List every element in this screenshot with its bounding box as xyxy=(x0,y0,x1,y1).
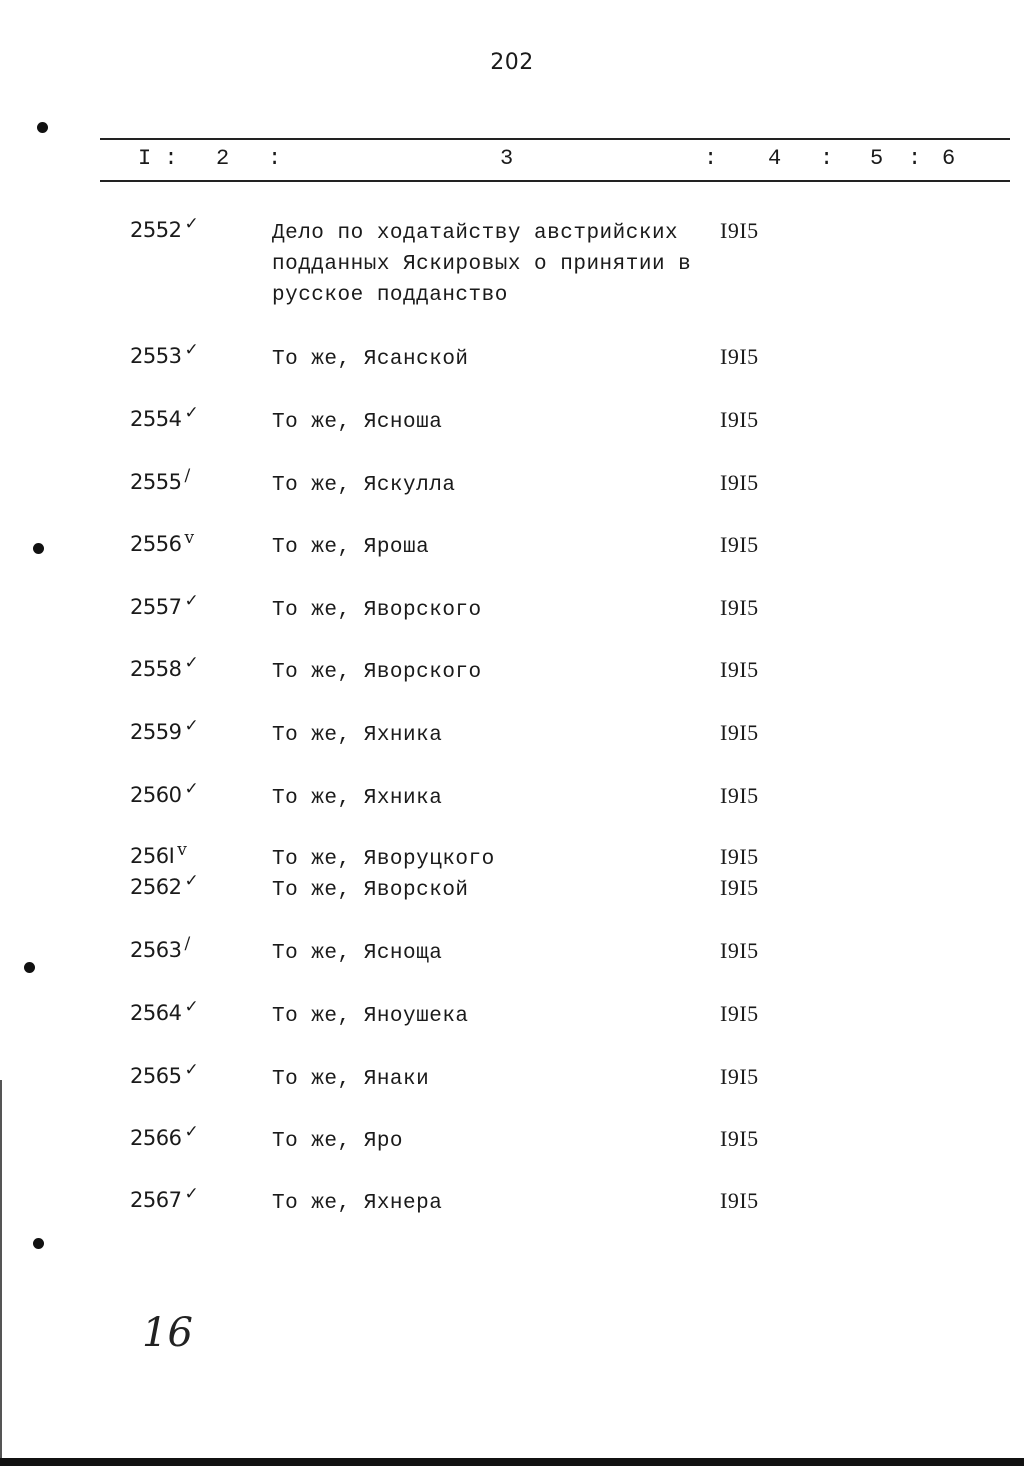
header-bottom-rule xyxy=(100,180,1010,182)
punch-hole-mark xyxy=(33,543,44,554)
record-year: I9I5 xyxy=(720,783,759,808)
header-separator: : xyxy=(268,146,282,171)
record-year: I9I5 xyxy=(720,720,759,745)
record-year: I9I5 xyxy=(720,1064,759,1089)
record-number: 2567 ✓ xyxy=(130,1184,199,1212)
record-number: 2563 / xyxy=(130,934,190,962)
header-col-1: I : xyxy=(138,146,178,171)
check-mark: v xyxy=(184,528,194,548)
record-title: То же, Яроша xyxy=(272,536,430,559)
record-number: 2556 $^v$ xyxy=(130,528,194,556)
record-title: То же, Яворского xyxy=(272,661,482,684)
record-year: I9I5 xyxy=(720,844,759,869)
header-separator: : xyxy=(704,146,718,171)
check-mark: ✓ xyxy=(184,779,199,799)
record-year: I9I5 xyxy=(720,1126,759,1151)
record-year: I9I5 xyxy=(720,1001,759,1026)
record-year: I9I5 xyxy=(720,344,759,369)
punch-hole-mark xyxy=(24,962,35,973)
scan-edge xyxy=(0,1080,2,1466)
check-mark: ✓ xyxy=(184,716,199,736)
record-title: То же, Яхнера xyxy=(272,1192,443,1215)
check-mark: ✓ xyxy=(184,1060,199,1080)
record-number: 256I $^v$ xyxy=(130,840,187,868)
record-year: I9I5 xyxy=(720,470,759,495)
header-col-4: 4 xyxy=(768,146,782,171)
record-number: 2558 ✓ xyxy=(130,653,199,681)
check-mark: ✓ xyxy=(184,403,199,423)
record-title: То же, Яснoща xyxy=(272,942,443,965)
header-col-6: 6 xyxy=(942,146,956,171)
header-separator: : xyxy=(820,146,834,171)
check-mark: ✓ xyxy=(184,591,199,611)
check-mark: ✓ xyxy=(184,214,199,234)
check-mark: ✓ xyxy=(184,1184,199,1204)
record-title: То же, Яскулла xyxy=(272,474,456,497)
punch-hole-mark xyxy=(37,122,48,133)
record-year: I9I5 xyxy=(720,938,759,963)
check-mark: / xyxy=(184,466,190,486)
record-number: 2559 ✓ xyxy=(130,716,199,744)
record-title: Дело по ходатайству австрийских подданных Яскировых о принятии в русское подданство xyxy=(272,222,692,307)
record-year: I9I5 xyxy=(720,595,759,620)
record-number: 2560 ✓ xyxy=(130,779,199,807)
header-top-rule xyxy=(100,138,1010,140)
check-mark: ✓ xyxy=(184,653,199,673)
record-title: То же, Яснoша xyxy=(272,411,443,434)
header-col-2: 2 xyxy=(216,146,230,171)
check-mark: ✓ xyxy=(184,1122,199,1142)
page-number: 202 xyxy=(490,50,534,75)
check-mark: / xyxy=(184,934,190,954)
record-year: I9I5 xyxy=(720,218,759,243)
record-number: 2562 ✓ xyxy=(130,871,199,899)
record-number: 2555 / xyxy=(130,466,190,494)
handwritten-note: 16 xyxy=(142,1310,193,1356)
record-year: I9I5 xyxy=(720,532,759,557)
record-title: То же, Яноушека xyxy=(272,1005,469,1028)
record-year: I9I5 xyxy=(720,407,759,432)
check-mark: ✓ xyxy=(184,340,199,360)
record-year: I9I5 xyxy=(720,657,759,682)
record-number: 2552 ✓ xyxy=(130,214,199,242)
record-title: То же, Яворуцкого xyxy=(272,848,495,871)
check-mark: ✓ xyxy=(184,871,199,891)
record-number: 2557 ✓ xyxy=(130,591,199,619)
record-number: 2566 ✓ xyxy=(130,1122,199,1150)
record-year: I9I5 xyxy=(720,875,759,900)
record-title: То же, Яворской xyxy=(272,879,469,902)
record-title: То же, Янаки xyxy=(272,1068,430,1091)
check-mark: v xyxy=(177,840,187,860)
scan-edge xyxy=(0,1458,1024,1466)
header-separator: : xyxy=(908,146,922,171)
record-number: 2553 ✓ xyxy=(130,340,199,368)
punch-hole-mark xyxy=(33,1238,44,1249)
record-number: 2565 ✓ xyxy=(130,1060,199,1088)
record-title: То же, Ясанской xyxy=(272,348,469,371)
record-title: То же, Яхника xyxy=(272,724,443,747)
record-title: То же, Яворского xyxy=(272,599,482,622)
record-number: 2564 ✓ xyxy=(130,997,199,1025)
record-title: То же, Яхника xyxy=(272,787,443,810)
header-col-5: 5 xyxy=(870,146,884,171)
check-mark: ✓ xyxy=(184,997,199,1017)
record-title: То же, Яро xyxy=(272,1130,404,1153)
record-year: I9I5 xyxy=(720,1188,759,1213)
record-number: 2554 ✓ xyxy=(130,403,199,431)
header-col-3: 3 xyxy=(500,146,514,171)
